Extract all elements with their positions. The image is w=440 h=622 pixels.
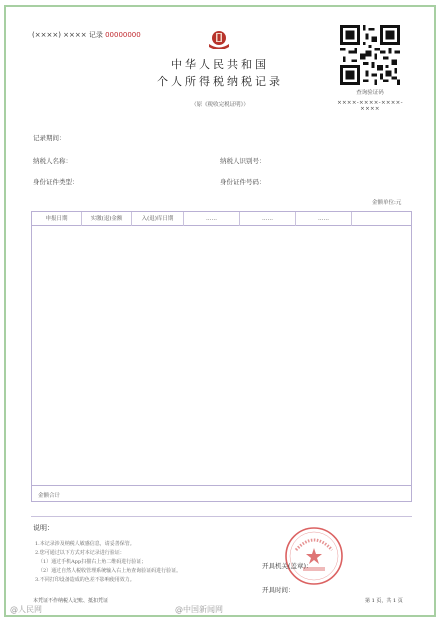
tax-emblem-icon xyxy=(207,29,231,49)
serial-number: 00000000 xyxy=(105,31,141,39)
footer-disclaimer: 本凭证不作纳税人记账、抵扣凭证 xyxy=(33,598,109,604)
col-placeholder-2: …… xyxy=(240,212,296,226)
record-serial xyxy=(32,30,141,40)
serial-label: 记录 xyxy=(88,31,103,39)
official-seal-icon xyxy=(284,526,344,586)
note-item-1: 1.本记录涉及纳税人敏感信息，请妥善保管。 xyxy=(35,541,135,547)
qr-verification-code: ××××-××××-××××-×××× xyxy=(337,100,403,112)
serial-prefix: (××××) ×××× xyxy=(32,31,87,39)
col-paid-amount: 实缴(退)金额 xyxy=(82,212,132,226)
col-storage-date: 入(退)库日期 xyxy=(132,212,184,226)
note-item-4: （2）通过自然人税收管理系统输入右上角查询验证码进行验证。 xyxy=(38,568,182,574)
document-title-line2: 个人所得税纳税记录 xyxy=(157,75,283,88)
notes-title: 说明： xyxy=(33,524,54,532)
note-item-2: 2.您可通过以下方式对本记录进行验证： xyxy=(35,550,125,556)
tax-record-table xyxy=(31,211,412,502)
col-placeholder-1: …… xyxy=(184,212,240,226)
document-title-line1: 中华人民共和国 xyxy=(171,58,269,71)
taxpayer-name-label: 纳税人名称： xyxy=(33,157,72,165)
col-placeholder-3: …… xyxy=(296,212,352,226)
qr-verification-label: 查询验证码 xyxy=(356,90,384,96)
amount-unit: 金额单位:元 xyxy=(372,200,402,206)
note-item-5: 3.不同打印设备造成的色差不影响使用效力。 xyxy=(35,577,135,583)
table-total-row xyxy=(32,485,411,502)
total-amount-label: 金额合计 xyxy=(38,493,61,499)
record-period-label: 记录期间： xyxy=(33,134,66,142)
watermark-left: @人民网 xyxy=(10,605,42,614)
page-indicator: 第 1 页，共 1 页 xyxy=(365,598,403,604)
id-type-label: 身份证件类型： xyxy=(33,178,79,186)
note-item-3: （1）通过手机App扫描右上角二维码进行验证； xyxy=(38,559,147,565)
col-declare-date: 申报日期 xyxy=(32,212,82,226)
qr-code-icon[interactable] xyxy=(340,25,400,85)
watermark-right: @中国新闻网 xyxy=(175,605,223,614)
table-header-row xyxy=(32,212,411,226)
id-number-label: 身份证件号码： xyxy=(220,178,266,186)
issue-time-label: 开具时间： xyxy=(262,586,295,594)
document-subtitle: （原《税收完税证明》） xyxy=(191,102,249,108)
taxpayer-id-label: 纳税人识别号： xyxy=(220,157,266,165)
issuing-authority-label: 开具机关(盖章)： xyxy=(262,562,313,570)
